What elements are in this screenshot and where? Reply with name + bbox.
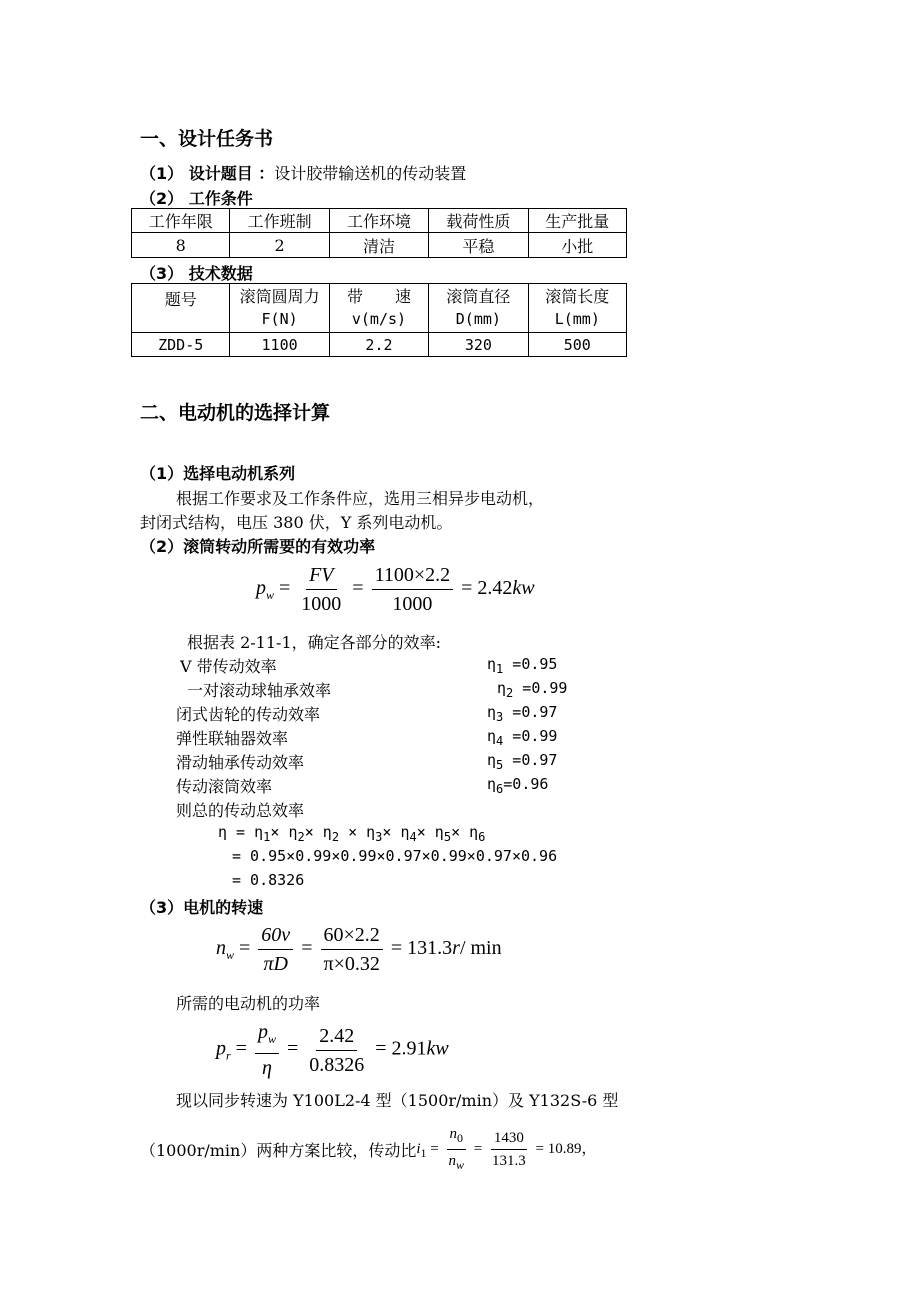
header-line1: 滚筒长度 [545,287,610,306]
sub1-heading: （1）选择电动机系列 [140,464,296,483]
tech-data-table [131,283,627,357]
design-title-label: （1） 设计题目 ： [140,164,275,183]
compare-line1: 现以同步转速为 Y100L2-4 型（1500r/min）及 Y132S-6 型 [176,1091,619,1110]
eta-sub: 6 [496,782,504,796]
efficiency-value [487,751,557,772]
header-line2: L(mm) [554,310,600,328]
formula-part: η = η [218,823,264,841]
table-cell: 1100 [230,333,329,357]
efficiency-name: 传动滚筒效率 [176,777,273,796]
table-header-row [132,284,627,333]
table-cell: 平稳 [429,233,528,258]
eq-lhs-sub: w [266,588,275,603]
table-cell: 小批 [528,233,626,258]
eta-value: =0.97 [503,703,558,721]
eta-sub: 4 [496,734,504,748]
eq-fraction [306,1023,367,1078]
eq-trail: ， [581,1140,597,1157]
efficiency-value [487,703,557,724]
total-efficiency-line2: = 0.95×0.99×0.99×0.97×0.99×0.97×0.96 [232,847,558,865]
eq-fraction [372,562,454,617]
frac-num: 60v [258,922,293,950]
work-conditions-label: （2） 工作条件 [140,189,253,208]
efficiency-name: V 带传动效率 [180,657,277,676]
table-cell: 2 [230,233,329,258]
section1-heading: 一、设计任务书 [140,128,274,150]
eq-fraction [258,922,293,977]
total-efficiency-line3: = 0.8326 [232,871,305,889]
table-header-cell: 生产批量 [528,209,626,233]
frac-den: π×0.32 [323,953,380,975]
table-header-cell: 工作环境 [329,209,428,233]
formula-part: × η [304,823,332,841]
formula-part: × η [339,823,376,841]
compare-line2-prefix: （1000r/min）两种方案比较，传动比 [140,1141,417,1160]
total-efficiency-label: 则总的传动总效率 [176,801,305,820]
eq-result: 131.3 [407,937,453,960]
efficiency-name: 弹性联轴器效率 [176,729,289,748]
eta-value: =0.99 [503,727,558,745]
frac-den-main: n [448,1153,456,1169]
table-header-cell: 工作班制 [230,209,329,233]
efficiency-name: 闭式齿轮的传动效率 [176,705,321,724]
table-header-cell [329,284,428,333]
header-line1: 滚筒圆周力 [239,287,320,306]
header-line2: F(N) [261,310,298,328]
formula-part: × η [270,823,298,841]
frac-num-sub: w [267,1032,276,1046]
eq-equals: = [473,1140,483,1157]
equation-pr [216,1019,449,1081]
work-conditions-table [131,208,627,258]
eq-unit-rest: / min [459,937,502,960]
table-cell: 清洁 [329,233,428,258]
table-ref-text: 根据表 2-11-1，确定各部分的效率: [187,633,442,652]
frac-den: πD [263,953,288,975]
frac-den: 1000 [301,593,342,615]
table-cell: 8 [132,233,230,258]
eta-symbol: η [487,775,497,793]
equation-nw [216,922,502,977]
eta-symbol: η [487,727,497,745]
design-title-text: 设计胶带输送机的传动装置 [274,164,467,183]
frac-den: 1000 [392,593,433,615]
eta-value: =0.97 [503,751,558,769]
equation-pw [256,562,535,617]
frac-num: 1430 [491,1128,527,1150]
tech-data-label: （3） 技术数据 [140,264,253,283]
eq-equals: = [352,577,364,600]
frac-num: FV [306,562,336,590]
total-efficiency-formula [218,823,485,844]
table-header-cell [230,284,329,333]
formula-sub: 5 [443,830,452,844]
eq-equals: = [239,937,251,960]
table-header-cell: 载荷性质 [429,209,528,233]
table-row [132,233,627,258]
frac-num-sub: 0 [457,1131,463,1145]
frac-den [446,1150,468,1175]
eta-sub: 1 [496,662,504,676]
eq-equals: = [235,1037,247,1060]
frac-den: 131.3 [491,1153,526,1169]
eq-lhs: p [256,577,266,600]
frac-num: 2.42 [316,1023,357,1051]
eq-lhs-sub: w [226,948,235,963]
compare-line2 [140,1124,596,1175]
eq-lhs-sub: r [226,1048,231,1063]
eq-fraction [320,922,382,977]
efficiency-value [487,775,548,796]
table-header-row [132,209,627,233]
eq-fraction [489,1128,529,1171]
table-header-cell [429,284,528,333]
eq-equals: = [430,1140,439,1157]
design-title-line [140,161,466,184]
eq-equals: = [535,1140,544,1157]
sub1-para-line1: 根据工作要求及工作条件应，选用三相异步电动机， [176,489,545,508]
eta-symbol: η [497,679,507,697]
eta-value: =0.96 [503,775,549,793]
header-line2: D(mm) [455,310,501,328]
eq-fraction [298,562,344,617]
frac-num: 1100×2.2 [372,562,454,590]
header-line1: 滚筒直径 [446,287,511,306]
formula-sub: 6 [478,830,486,844]
eta-sub: 5 [496,758,504,772]
eq-unit: r [452,937,460,960]
eq-lhs: i [416,1140,421,1157]
eta-symbol: η [487,751,497,769]
table-cell: ZDD-5 [132,333,230,357]
table-header-cell [132,284,230,333]
sub2-heading: （2）滚筒转动所需要的有效功率 [140,537,376,556]
table-header-cell: 工作年限 [132,209,230,233]
frac-num [447,1124,467,1150]
table-row [132,333,627,357]
header-line1: 带 速 [346,287,411,306]
eq-equals: = [461,577,473,600]
eta-value: =0.99 [513,679,568,697]
formula-sub: 2 [331,830,340,844]
formula-sub: 4 [409,830,417,844]
eq-lhs: n [216,937,226,960]
eta-symbol: η [487,655,497,673]
table-cell: 500 [528,333,626,357]
frac-num-main: n [449,1126,457,1142]
eta-sub: 2 [506,686,514,700]
sub1-para-line2: 封闭式结构，电压 380 伏，Y 系列电动机。 [140,513,453,532]
equation-i1 [416,1124,596,1175]
formula-part: × η [416,823,444,841]
table-cell: 320 [429,333,528,357]
formula-sub: 1 [263,830,271,844]
eta-symbol: η [487,703,497,721]
efficiency-name: 滑动轴承传动效率 [176,753,305,772]
header-line2: v(m/s) [351,310,407,328]
efficiency-value [497,679,567,700]
eq-fraction [255,1019,279,1081]
efficiency-value [487,727,557,748]
eq-lhs-sub: 1 [420,1145,427,1160]
frac-den: 0.8326 [309,1053,365,1076]
frac-den: η [262,1057,272,1079]
eq-unit: kw [426,1037,449,1060]
eq-equals: = [390,937,403,960]
eq-fraction [446,1124,468,1175]
power-label: 所需的电动机的功率 [176,994,321,1013]
formula-sub: 3 [375,830,383,844]
formula-part: × η [382,823,410,841]
frac-num [255,1019,279,1054]
efficiency-name: 一对滚动球轴承效率 [187,681,332,700]
eq-equals: = [375,1037,387,1060]
eq-equals: = [279,577,291,600]
sub3-heading: （3）电机的转速 [140,898,264,917]
eq-result: 2.91 [391,1037,427,1060]
formula-part: × η [451,823,479,841]
eq-equals: = [301,937,313,960]
table-cell: 2.2 [329,333,428,357]
header-line1: 题号 [164,290,197,309]
eta-value: =0.95 [503,655,558,673]
formula-sub: 2 [297,830,305,844]
eq-lhs: p [216,1037,226,1060]
eq-result: 10.89 [547,1140,582,1157]
frac-den-sub: w [456,1158,465,1172]
eq-result: 2.42 [477,577,513,600]
efficiency-value [487,655,557,676]
section2-heading: 二、电动机的选择计算 [140,402,331,424]
frac-num: 60×2.2 [321,922,383,950]
eq-unit: kw [512,577,535,600]
frac-num-main: p [257,1021,268,1043]
table-header-cell [528,284,626,333]
eta-sub: 3 [496,710,504,724]
eq-equals: = [286,1037,299,1060]
